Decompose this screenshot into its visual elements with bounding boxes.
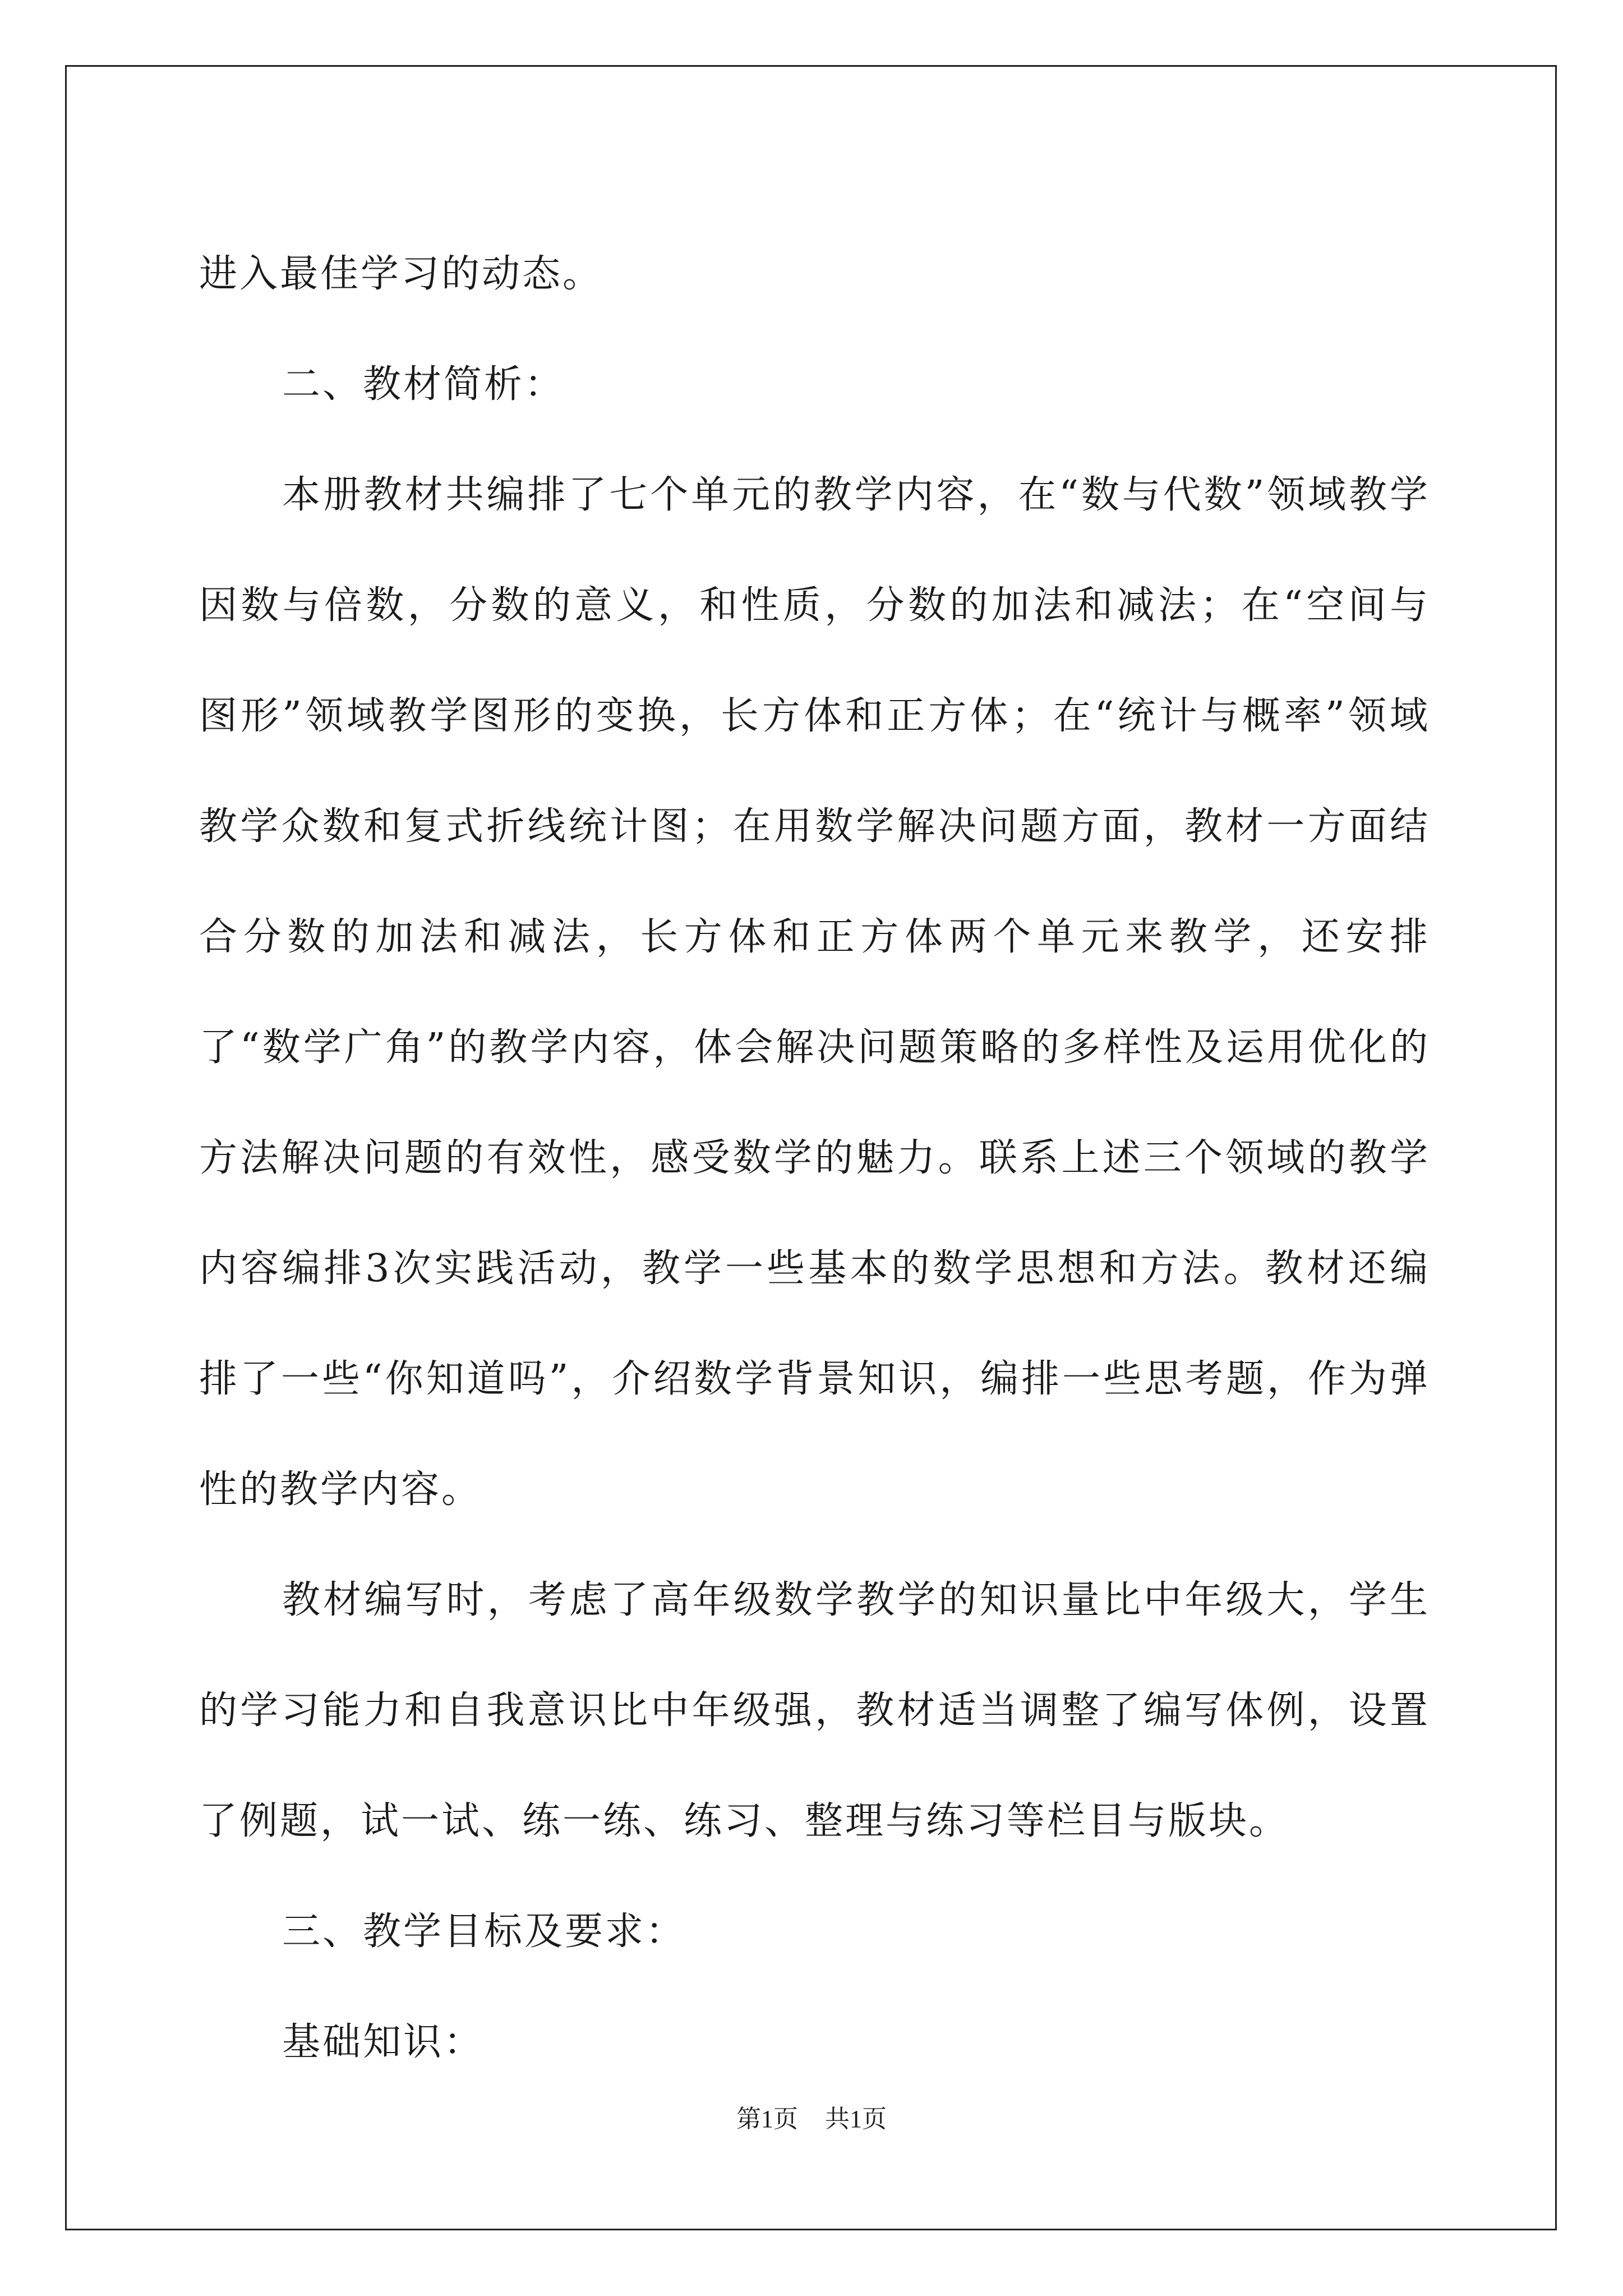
paragraph-materials-overview: 本册教材共编排了七个单元的教学内容，在“数与代数”领域教学因数与倍数，分数的意义，和性质，分数的加法和减法；在“空间与图形”领域教学图形的变换，长方体和正方体；在“统计与概率”领域教学众数和复式折线统计图；在用数学解决问题方面，教材一方面结合分数的加法和减法，长方体和正方体两个单元来教学，还安排了“数学广角”的教学内容，体会解决问题策略的多样性及运用优化的方法解决问题的有效性，感受数学的魅力。联系上述三个领域的教学内容编排3次实践活动，教学一些基本的数学思想和方法。教材还编排了一些“你知道吗”，介绍数学背景知识，编排一些思考题，作为弹性的教学内容。 [199,473,1430,1512]
page-footer [0,2102,1623,2136]
section-heading-materials: 二、教材简析： [282,362,565,407]
section-heading-goals: 三、教学目标及要求： [282,1910,686,1954]
document-body [199,219,1430,2097]
page-total: 共1页 [825,2105,887,2133]
page-number: 第1页 [736,2105,798,2133]
subheading-basic-knowledge: 基础知识： [282,2020,485,2064]
paragraph-continuation: 进入最佳学习的动态。 [199,252,603,296]
paragraph-materials-design: 教材编写时，考虑了高年级数学教学的知识量比中年级大，学生的学习能力和自我意识比中年级强，教材适当调整了编写体例，设置了例题，试一试、练一练、练习、整理与练习等栏目与版块。 [199,1578,1430,1843]
